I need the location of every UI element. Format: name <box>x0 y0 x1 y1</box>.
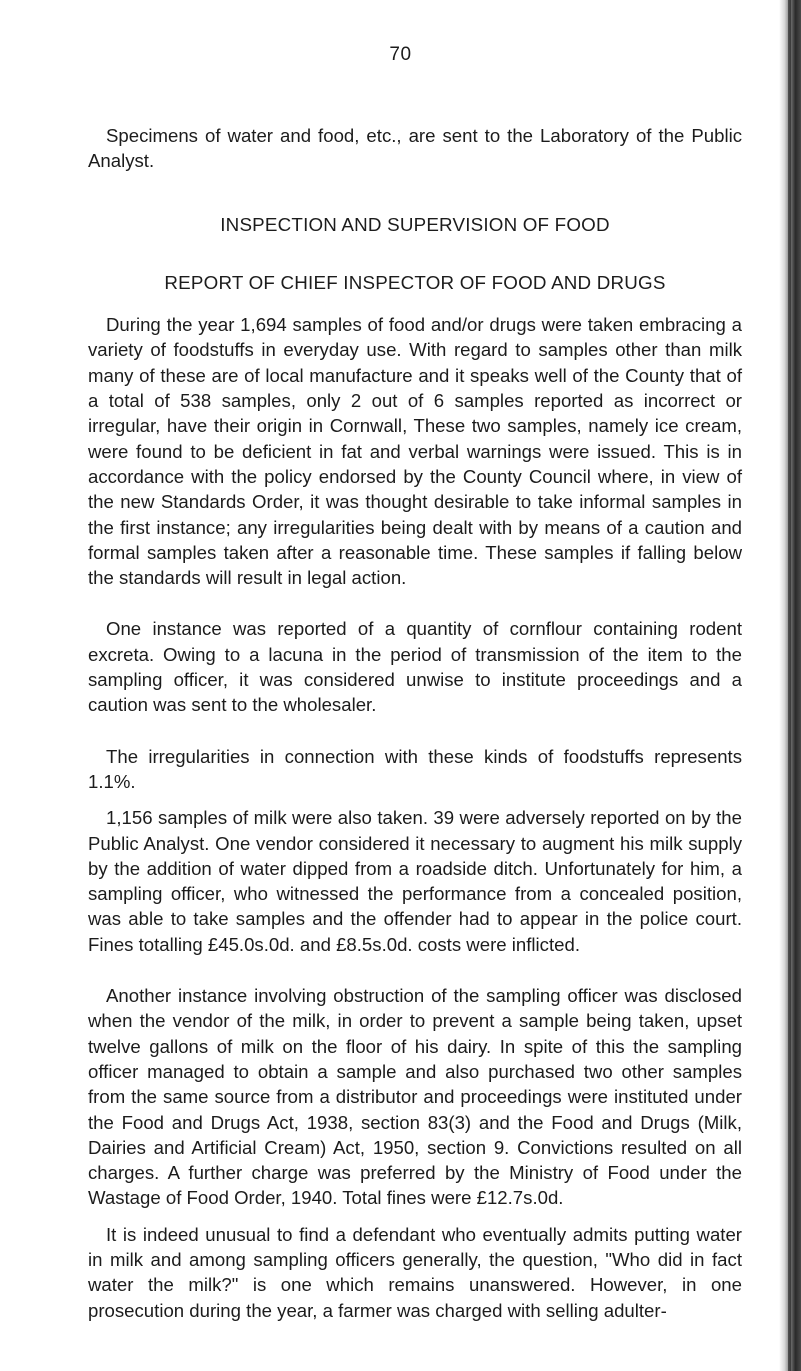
paragraph-unusual-defendant: It is indeed unusual to find a defendant who eventually admits putting water in milk and among sampling officers generally, the question, "Who did in fact water the milk?" is one which remains unanswered. However, in one prosecution during the year, a farmer was charged with selling adulter- <box>88 1223 742 1321</box>
page-number: 70 <box>389 44 412 65</box>
paragraph-cornflour: One instance was reported of a quantity of cornflour containing rodent excreta. Owing to a lacuna in the period of transmission of the item to the sampling officer, it was considered unwise to institute proceedings and a caution was sent to the wholesaler. <box>88 618 742 716</box>
scan-edge-shadow <box>779 0 801 1371</box>
paragraph-samples-summary: During the year 1,694 samples of food and/or drugs were taken embracing a variety of foodstuffs in everyday use. With regard to samples other than milk many of these are of local manufacture and it speaks well of the County that of a total of 538 samples, only 2 out of 6 samples reported as incorrect or irregular, have their origin in Cornwall, These two samples, namely ice cream, were found to be deficient in fat and verbal warnings were issued. This is in accordance with the policy endorsed by the County Council where, in view of the new Standards Order, it was thought desirable to take informal samples in the first instance; any irregularities being dealt with by means of a caution and formal samples taken after a reasonable time. These samples if falling below the standards will result in legal action. <box>88 314 742 589</box>
paragraph-milk-samples: 1,156 samples of milk were also taken. 39 were adversely reported on by the Public Analyst. One vendor considered it necessary to augment his milk supply by the addition of water dipped from a roadside ditch. Unfortunately for him, a sampling officer, who witnessed the performance from a concealed position, was able to take samples and the offender had to appear in the police court. Fines totalling £45.0s.0d. and £8.5s.0d. costs were inflicted. <box>88 807 742 955</box>
document-body <box>88 123 742 1323</box>
paragraph-irregularities: The irregularities in connection with these kinds of foodstuffs represents 1.1%. <box>88 745 742 792</box>
section-heading: INSPECTION AND SUPERVISION OF FOOD <box>220 213 610 235</box>
intro-paragraph: Specimens of water and food, etc., are sent to the Laboratory of the Public Analyst. <box>88 125 742 172</box>
paragraph-obstruction: Another instance involving obstruction of the sampling officer was disclosed when the vendor of the milk, in order to prevent a sample being taken, upset twelve gallons of milk on the floor of his dairy. In spite of this the sampling officer managed to obtain a sample and also purchased two other samples from the same source from a distributor and proceedings were instituted under the Food and Drugs Act, 1938, section 83(3) and the Food and Drugs (Milk, Dairies and Artificial Cream) Act, 1950, section 9. Convictions resulted on all charges. A further charge was preferred by the Ministry of Food under the Wastage of Food Order, 1940. Total fines were £12.7s.0d. <box>88 985 742 1209</box>
scan-edge-line <box>788 0 791 1371</box>
report-subheading: REPORT OF CHIEF INSPECTOR OF FOOD AND DRUGS <box>164 271 666 293</box>
